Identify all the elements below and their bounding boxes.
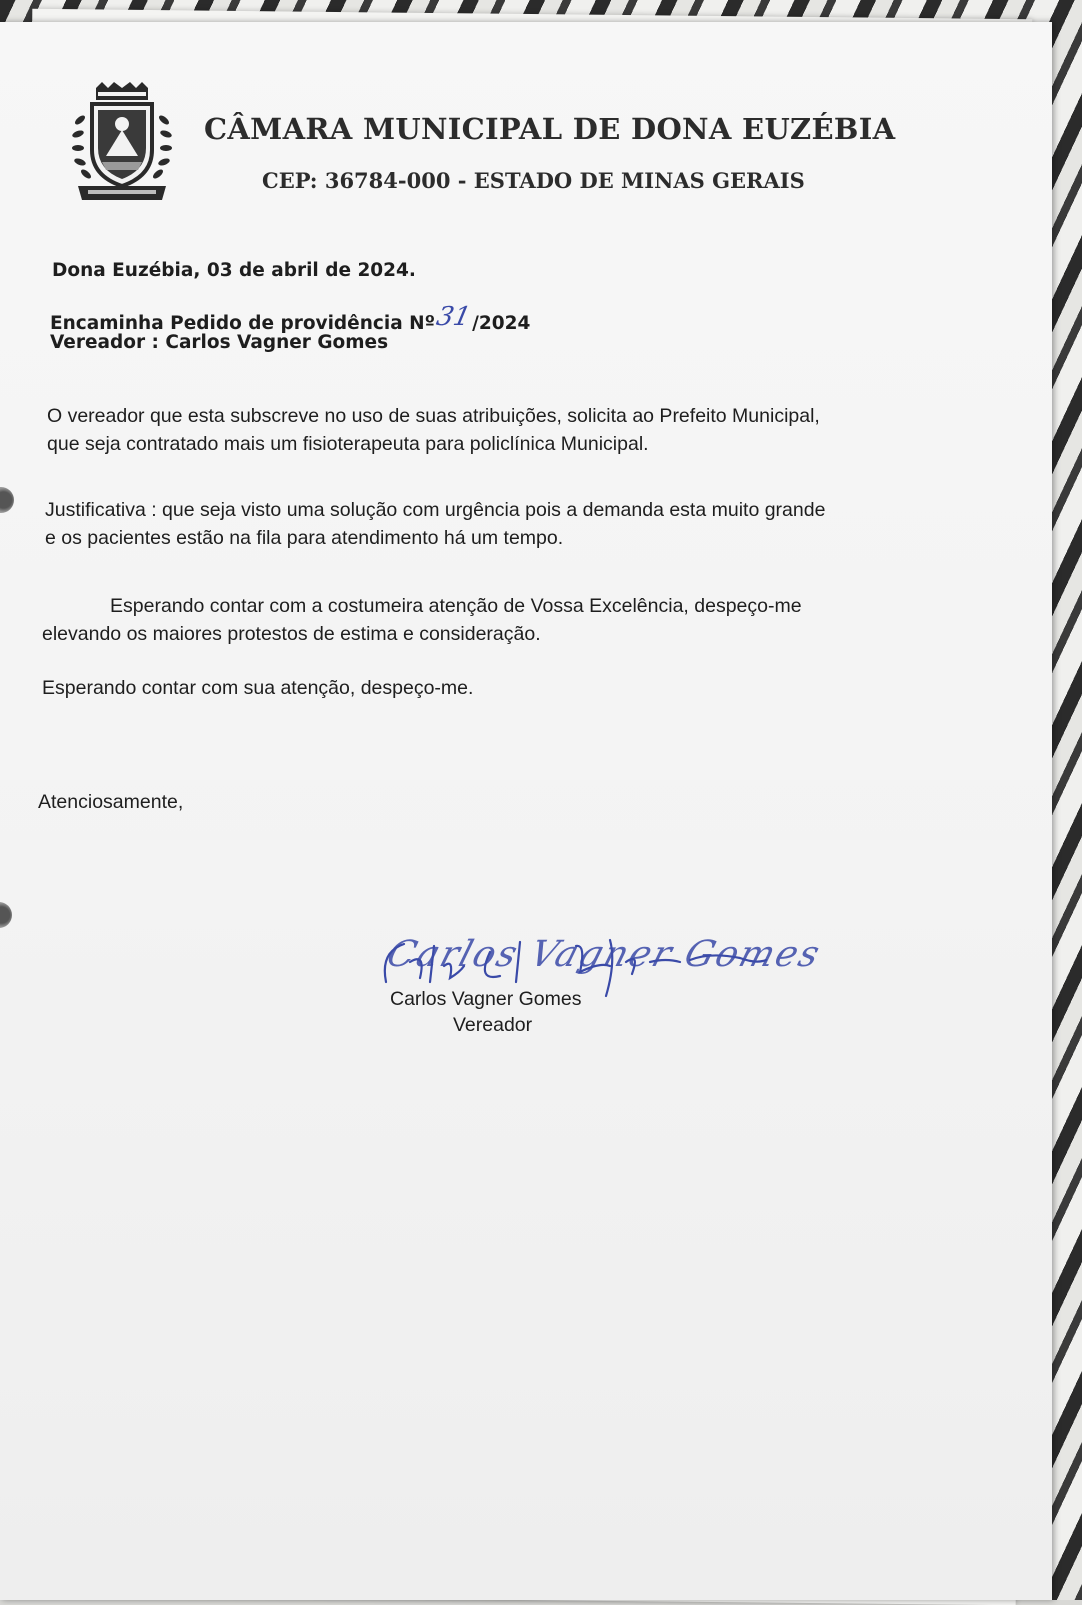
- councilor-line: Vereador : Carlos Vagner Gomes: [50, 332, 389, 353]
- punch-hole: [0, 487, 14, 513]
- justification-line-2: e os pacientes estão na fila para atendimento há um tempo.: [45, 527, 564, 549]
- request-paragraph-line-1: O vereador que esta subscreve no uso de suas atribuições, solicita ao Prefeito Municipal,: [47, 405, 820, 427]
- punch-hole: [0, 902, 12, 928]
- signer-name: Carlos Vagner Gomes: [390, 988, 582, 1010]
- closing-short: Esperando contar com sua atenção, despeço-me.: [42, 677, 474, 699]
- date-line: Dona Euzébia, 03 de abril de 2024.: [52, 260, 416, 281]
- signature-text: Carlos Vagner Gomes: [382, 934, 826, 975]
- closing-line-1: Esperando contar com a costumeira atenção de Vossa Excelência, despeço-me: [110, 595, 802, 617]
- closing-line-2: elevando os maiores protestos de estima e consideração.: [42, 623, 541, 645]
- justification-line-1: Justificativa : que seja visto uma solução com urgência pois a demanda esta muito grande: [45, 499, 826, 521]
- request-reference-prefix: Encaminha Pedido de providência Nº: [50, 313, 436, 334]
- request-reference-year: /2024: [472, 313, 531, 334]
- regards: Atenciosamente,: [38, 791, 184, 813]
- signer-role: Vereador: [453, 1014, 533, 1036]
- document-page: [0, 22, 1052, 1600]
- request-paragraph-line-2: que seja contratado mais um fisioterapeuta para policlínica Municipal.: [47, 433, 649, 455]
- council-name: CÂMARA MUNICIPAL DE DONA EUZÉBIA: [204, 112, 896, 146]
- council-address: CEP: 36784-000 - ESTADO DE MINAS GERAIS: [262, 168, 805, 193]
- letterhead: [66, 80, 966, 210]
- handwritten-request-number: 31: [433, 302, 474, 332]
- municipal-coat-of-arms-icon: [66, 80, 178, 204]
